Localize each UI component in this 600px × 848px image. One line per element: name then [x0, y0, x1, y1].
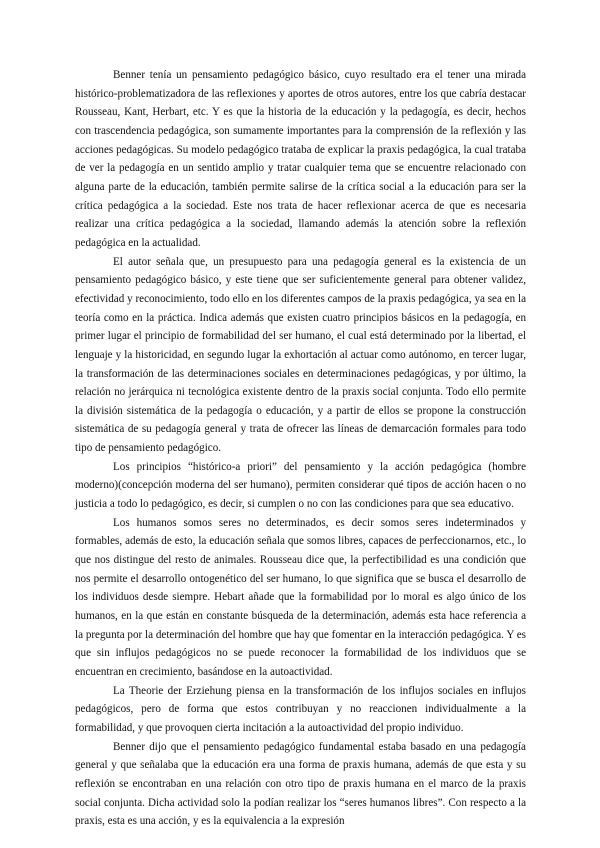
paragraph-principios-historico-a-priori: Los principios “histórico-a priori” del pensamiento y la acción pedagógica (hombre moderno)(concepción moderna del ser humano), permiten considerar qué tipos de acción hacen o no justicia a todo lo pedagógico, es decir, si cumplen o no con las condiciones para que sea educativo. [75, 460, 526, 511]
document-page [75, 66, 526, 831]
paragraph-humanos-no-determinados: Los humanos somos seres no determinados, es decir somos seres indeterminados y formables, además de esto, la educación señala que somos libres, capaces de perfeccionarnos, etc., lo que nos distingue del resto de animales. Rousseau dice que, la perfectibilidad es una condición que nos permite el desarrollo ontogenético del ser humano, lo que significa que se busca el desarrollo de los individuos desde siempre. Hebart añade que la formabilidad por lo moral es algo único de los humanos, en la que están en constante búsqueda de la determinación, además esta hace referencia a la pregunta por la determinación del hombre que hay que fomentar en la interacción pedagógica. Y es que sin influjos pedagógicos no se puede reconocer la formabilidad de los individuos que se encuentran en crecimiento, basándose en la autoactividad. [75, 516, 526, 678]
paragraph-praxis-humana: Benner dijo que el pensamiento pedagógico fundamental estaba basado en una pedagogía general y que señalaba que la educación era una forma de praxis humana, además de que esta y su reflexión se encontraban en una relación con otro tipo de praxis humana en el marco de la praxis social conjunta. Dicha actividad solo la podían realizar los “seres humanos libres”. Con respecto a la praxis, esta es una acción, y es la equivalencia a la expresión [75, 740, 526, 828]
paragraph-presupuesto-pedagogia-general: El autor señala que, un presupuesto para una pedagogía general es la existencia de un pensamiento pedagógico básico, y este tiene que ser suficientemente general para obtener validez, efectividad y reconocimiento, todo ello en los diferentes campos de la praxis pedagógica, ya sea en la teoría como en la práctica. Indica además que existen cuatro principios básicos en la pedagogía, en primer lugar el principio de formabilidad del ser humano, el cual está determinado por la libertad, el lenguaje y la historicidad, en segundo lugar la exhortación al actuar como autónomo, en tercer lugar, la transformación de las determinaciones sociales en determinaciones pedagógicas, y por último, la relación no jerárquica ni tecnológica existente dentro de la praxis social conjunta. Todo ello permite la división sistemática de la pedagogía o educación, y a partir de ellos se propone la construcción sistemática de su pedagogía general y trata de ofrecer las líneas de demarcación formales para todo tipo de pensamiento pedagógico. [75, 255, 526, 455]
paragraph-theorie-der-erziehung: La Theorie der Erziehung piensa en la transformación de los influjos sociales en influjos pedagógicos, pero de forma que estos contribuyan y no reaccionen individualmente a la formabilidad, y que provoquen cierta incitación a la autoactividad del propio individuo. [75, 684, 526, 734]
paragraph-benner-pensamiento: Benner tenía un pensamiento pedagógico básico, cuyo resultado era el tener una mirada histórico-problematizadora de las reflexiones y aportes de otros autores, entre los que cabría destacar Rousseau, Kant, Herbart, etc. Y es que la historia de la educación y la pedagogía, es decir, hechos con trascendencia pedagógica, son sumamente importantes para la comprensión de la reflexión y las acciones pedagógicas. Su modelo pedagógico trataba de explicar la praxis pedagógica, la cual trataba de ver la pedagogía en un sentido amplio y tratar cualquier tema que se encuentre relacionado con alguna parte de la educación, también permite salirse de la crítica social a la educación para ser la crítica pedagógica a la sociedad. Este nos trata de hacer reflexionar acerca de que es necesaria realizar una crítica pedagógica a la sociedad, llamando además la atención sobre la reflexión pedagógica en la actualidad. [75, 69, 526, 249]
